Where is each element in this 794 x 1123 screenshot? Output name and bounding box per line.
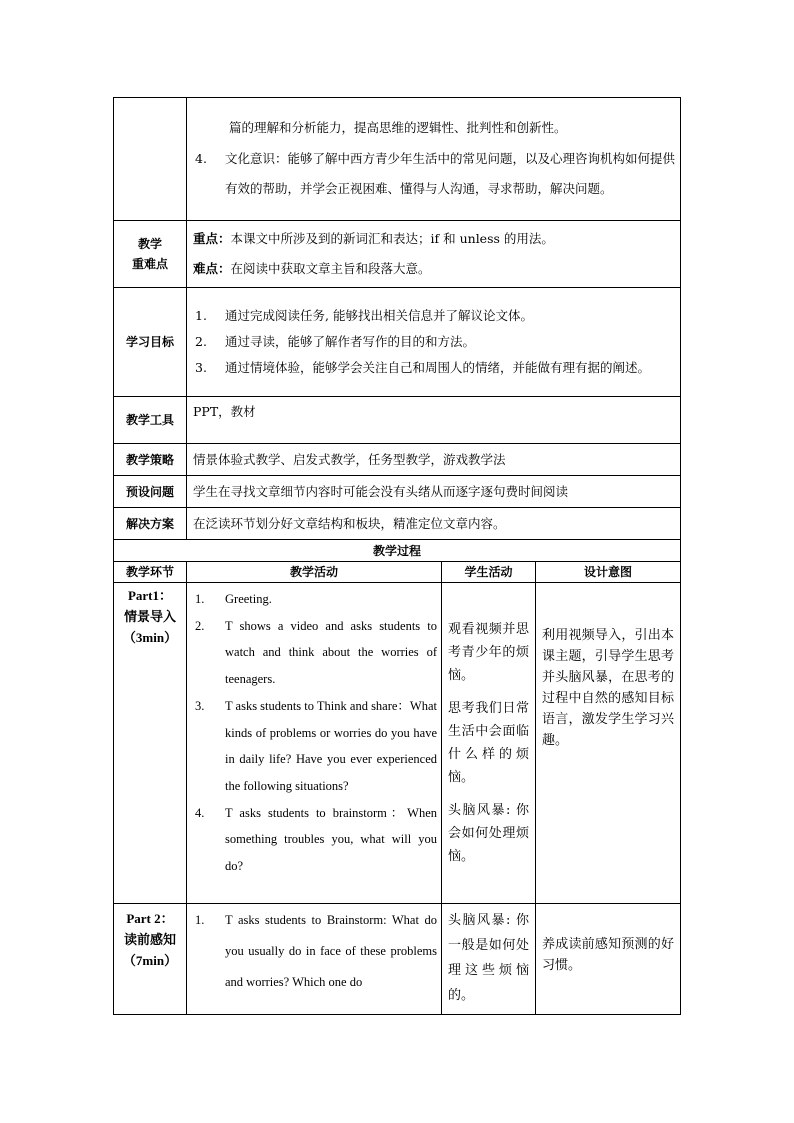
solution-label: 解决方案 (114, 508, 187, 540)
strategy-row (114, 444, 681, 476)
solution-value: 在泛读环节划分好文章结构和板块，精准定位文章内容。 (187, 508, 681, 540)
lesson-plan-table (113, 97, 681, 1015)
anticipated-label: 预设问题 (114, 476, 187, 508)
part1-label: Part1： 情景导入 （3min） (114, 583, 187, 904)
key-points-row (114, 221, 681, 288)
list-item (193, 144, 676, 205)
header-design-intent: 设计意图 (536, 562, 681, 583)
objectives-label: 学习目标 (114, 288, 187, 397)
part1-activities (193, 586, 437, 880)
header-student-activity: 学生活动 (442, 562, 536, 583)
objectives-row (114, 288, 681, 397)
list-item: 3. 通过情境体验，能够学会关注自己和周围人的情绪，并能做有理有据的阐述。 (195, 360, 651, 375)
part1-design-intent: 利用视频导入，引出本课主题，引导学生思考并头脑风暴，在思考的过程中自然的感知目标语言，激发学生学习兴趣。 (536, 583, 681, 904)
anticipated-problems-row (114, 476, 681, 508)
cultural-awareness-text: 文化意识：能够了解中西方青少年生活中的常见问题，以及心理咨询机构如何提供有效的帮助，并学会正视困难、懂得与人沟通，寻求帮助，解决问题。 (225, 150, 676, 197)
strategy-label: 教学策略 (114, 444, 187, 476)
key-points-label: 教学 重难点 (114, 221, 187, 288)
lesson-plan-document (113, 97, 680, 1015)
solution-row (114, 508, 681, 540)
part1-row (114, 583, 681, 904)
goal-continuation: 篇的理解和分析能力，提高思维的逻辑性、批判性和创新性。 (229, 120, 567, 136)
list-item: 1. 通过完成阅读任务, 能够找出相关信息并了解议论文体。 (195, 308, 533, 323)
process-title: 教学过程 (114, 540, 681, 562)
tools-value: PPT，教材 (187, 397, 681, 444)
part2-row (114, 904, 681, 1015)
list-item: 4. T asks students to brainstorm：When something troubles you, what will you do? (195, 805, 437, 874)
list-item: 1. T asks students to Brainstorm: What do you usually do in face of these problems and worries? Which one do (195, 913, 437, 989)
literacy-goals-row (114, 98, 681, 221)
list-item: 2. T shows a video and asks students to watch and think about the worries of teenagers. (195, 618, 437, 687)
strategy-value: 情景体验式教学、启发式教学，任务型教学，游戏教学法 (187, 444, 681, 476)
objectives-list (193, 303, 676, 381)
process-title-row (114, 540, 681, 562)
part2-student-activity: 头脑风暴: 你一般是如何处理这些烦恼的。 (442, 904, 536, 1015)
header-teacher-activity: 教学活动 (187, 562, 442, 583)
difficult-point: 难点：在阅读中获取文章主旨和段落大意。 (193, 261, 431, 276)
anticipated-value: 学生在寻找文章细节内容时可能会没有头绪从而逐字逐句费时间阅读 (187, 476, 681, 508)
process-header-row (114, 562, 681, 583)
tools-row (114, 397, 681, 444)
part2-activities (193, 905, 437, 998)
part2-label: Part 2： 读前感知 （7min） (114, 904, 187, 1015)
focus-point: 重点：本课文中所涉及到的新词汇和表达；if 和 unless 的用法。 (193, 231, 554, 246)
list-item: 3. T asks students to Think and share：What kinds of problems or worries do you have in daily life? Have you ever experienced the following situations? (195, 698, 438, 793)
header-stage: 教学环节 (114, 562, 187, 583)
list-item: 2. 通过寻读，能够了解作者写作的目的和方法。 (195, 334, 476, 349)
tools-label: 教学工具 (114, 397, 187, 444)
part2-design-intent: 养成读前感知预测的好习惯。 (536, 904, 681, 1015)
item-number: 4. (195, 150, 207, 166)
part1-student-activity: 观看视频并思考青少年的烦恼。 思考我们日常生活中会面临什么样的烦恼。 头脑风暴: 你会如何处理烦恼。 (442, 583, 536, 904)
list-item: 1. Greeting. (195, 592, 272, 606)
empty-label-cell (114, 98, 187, 221)
